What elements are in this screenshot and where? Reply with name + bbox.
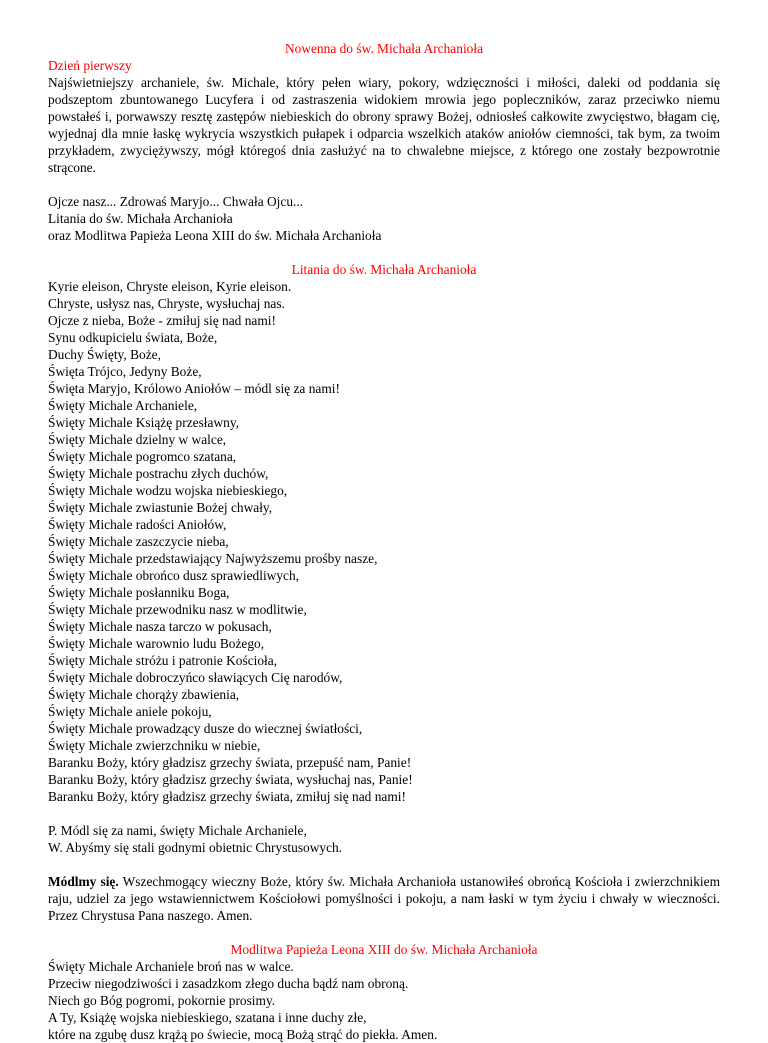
oration-paragraph xyxy=(48,873,720,924)
litany-line: Baranku Boży, który gładzisz grzechy świata, wysłuchaj nas, Panie! xyxy=(48,772,413,787)
litany-line: Święty Michale postrachu złych duchów, xyxy=(48,466,269,481)
spacer xyxy=(48,924,720,941)
litany-line: Święty Michale radości Aniołów, xyxy=(48,517,227,532)
litany-line: Święty Michale zaszczycie nieba, xyxy=(48,534,229,549)
spacer xyxy=(48,856,720,873)
prayer-line: oraz Modlitwa Papieża Leona XIII do św. Michała Archanioła xyxy=(48,228,382,243)
prayer-line: Litania do św. Michała Archanioła xyxy=(48,211,233,226)
document-title: Nowenna do św. Michała Archanioła xyxy=(284,41,484,56)
leo-prayer-line: A Ty, Książę wojska niebieskiego, szatana i inne duchy złe, xyxy=(48,1010,367,1025)
oration-lead: Módlmy się. xyxy=(48,874,119,889)
versicle-block xyxy=(48,822,720,856)
spacer xyxy=(48,805,720,822)
litany-line: Święty Michale aniele pokoju, xyxy=(48,704,212,719)
litany-line: Święty Michale pogromco szatana, xyxy=(48,449,237,464)
versicle-line: W. Abyśmy się stali godnymi obietnic Chrystusowych. xyxy=(48,840,343,855)
prayer-line: Ojcze nasz... Zdrowaś Maryjo... Chwała Ojcu... xyxy=(48,194,304,209)
leo-prayer-line: Święty Michale Archaniele broń nas w walce. xyxy=(48,959,294,974)
litany-line: Duchy Święty, Boże, xyxy=(48,347,161,362)
litany-line: Synu odkupicielu świata, Boże, xyxy=(48,330,218,345)
litany-line: Święty Michale zwiastunie Bożej chwały, xyxy=(48,500,273,515)
litany-line: Święty Michale zwierzchniku w niebie, xyxy=(48,738,261,753)
litany-line: Święty Michale dobroczyńco sławiących Cię narodów, xyxy=(48,670,343,685)
litany-line: Święty Michale warownio ludu Bożego, xyxy=(48,636,265,651)
leo-prayer-line: Niech go Bóg pogromi, pokornie prosimy. xyxy=(48,993,276,1008)
spacer xyxy=(48,176,720,193)
litany-line: Święty Michale dzielny w walce, xyxy=(48,432,227,447)
litany-line: Święty Michale obrońco dusz sprawiedliwych, xyxy=(48,568,300,583)
litany-line: Święta Trójco, Jedyny Boże, xyxy=(48,364,202,379)
litany-title: Litania do św. Michała Archanioła xyxy=(291,262,477,277)
litany-line: Święty Michale stróżu i patronie Kościoła, xyxy=(48,653,278,668)
day-heading: Dzień pierwszy xyxy=(48,58,132,73)
litany-line: Święta Maryjo, Królowo Aniołów – módl się za nami! xyxy=(48,381,340,396)
versicle-line: P. Módl się za nami, święty Michale Archaniele, xyxy=(48,823,307,838)
litany-line: Kyrie eleison, Chryste eleison, Kyrie eleison. xyxy=(48,279,292,294)
litany-line: Święty Michale nasza tarczo w pokusach, xyxy=(48,619,272,634)
leo-prayer-line: które na zgubę dusz krążą po świecie, mocą Bożą strąć do piekła. Amen. xyxy=(48,1027,438,1042)
litany-list xyxy=(48,278,720,805)
leo-prayer xyxy=(48,958,720,1043)
litany-line: Święty Michale posłanniku Boga, xyxy=(48,585,230,600)
litany-line: Święty Michale prowadzący dusze do wiecznej światłości, xyxy=(48,721,363,736)
leo-prayer-line: Przeciw niegodziwości i zasadzkom złego ducha bądź nam obroną. xyxy=(48,976,409,991)
day-prayer-text: Najświetniejszy archaniele, św. Michale, który pełen wiary, pokory, wdzięczności i miłości, daleki od poddania się podszeptom zbuntowanego Lucyfera i od zastraszenia widokiem mrowia jego popleczników, zaraz przeciwko niemu powstałeś i, porwawszy resztę zastępów niebieskich do obrony sprawy Bożej, odniosłeś całkowite zwycięstwo, błagam cię, wyjednaj dla mnie łaskę wykrycia wszystkich pułapek i odparcia wszelkich ataków aniołów ciemności, tak bym, za twoim przykładem, zwyciężywszy, mógł któregoś dnia zasłużyć na to chwalebne miejsce, z którego one zostały bezpowrotnie strącone. xyxy=(48,75,720,175)
litany-line: Święty Michale przewodniku nasz w modlitwie, xyxy=(48,602,307,617)
spacer xyxy=(48,244,720,261)
litany-line: Chryste, usłysz nas, Chryste, wysłuchaj nas. xyxy=(48,296,285,311)
leo-prayer-title: Modlitwa Papieża Leona XIII do św. Michała Archanioła xyxy=(230,942,538,957)
document-page xyxy=(48,40,720,1043)
litany-line: Święty Michale chorąży zbawienia, xyxy=(48,687,240,702)
prayers-list xyxy=(48,193,720,244)
litany-line: Baranku Boży, który gładzisz grzechy świata, przepuść nam, Panie! xyxy=(48,755,412,770)
litany-line: Święty Michale przedstawiający Najwyższemu prośby nasze, xyxy=(48,551,378,566)
litany-line: Święty Michale Książę przesławny, xyxy=(48,415,239,430)
litany-line: Ojcze z nieba, Boże - zmiłuj się nad nami! xyxy=(48,313,276,328)
oration-text: Wszechmogący wieczny Boże, który św. Michała Archanioła ustanowiłeś obrońcą Kościoła i zwierzchnikiem raju, udziel za jego wstawiennictwem Kościołowi pomyślności i pokoju, a nam łaski w tym życiu i chwały w wieczności. Przez Chrystusa Pana naszego. Amen. xyxy=(48,874,721,923)
litany-line: Baranku Boży, który gładzisz grzechy świata, zmiłuj się nad nami! xyxy=(48,789,406,804)
litany-line: Święty Michale wodzu wojska niebieskiego, xyxy=(48,483,288,498)
litany-line: Święty Michale Archaniele, xyxy=(48,398,198,413)
